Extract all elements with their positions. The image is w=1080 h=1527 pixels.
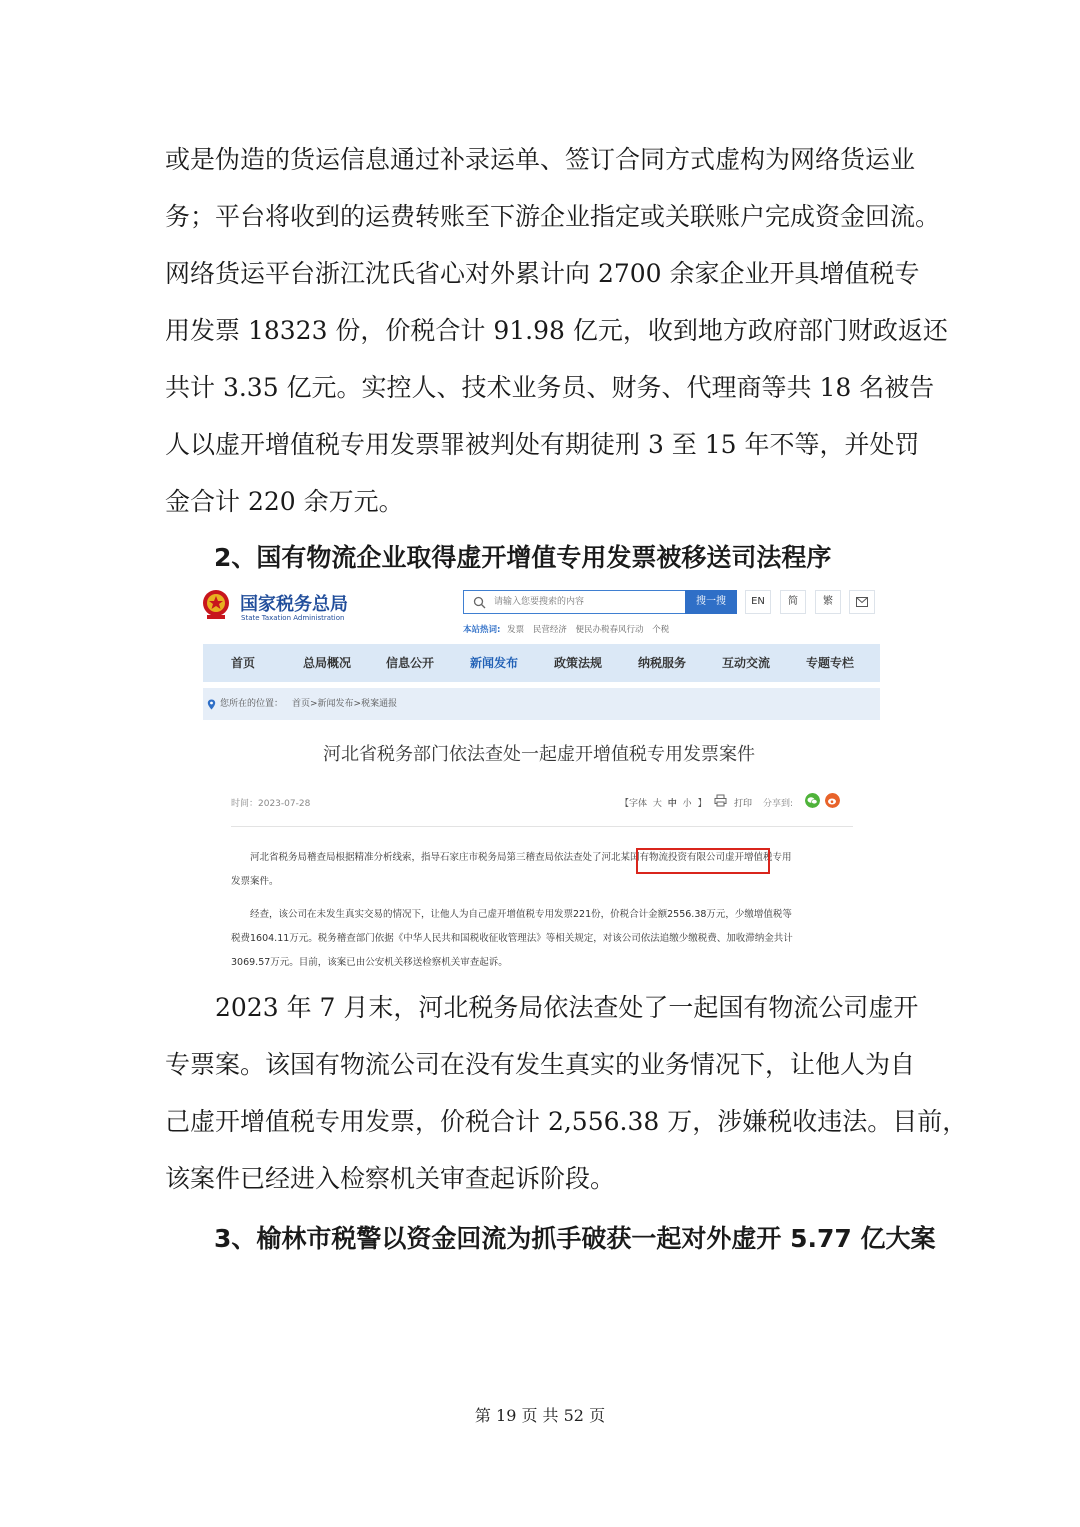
site-title-en: State Taxation Administration <box>241 614 345 622</box>
font-large-button[interactable]: 大 <box>652 799 662 809</box>
nav-policy[interactable]: 政策法规 <box>554 656 603 670</box>
text-line: 共计 3.35 亿元。实控人、技术业务员、财务、代理商等共 18 名被告 <box>165 373 935 402</box>
hot-word-link[interactable]: 个税 <box>652 625 670 635</box>
paragraph-section2 <box>165 979 968 1207</box>
font-small-button[interactable]: 小 <box>682 799 692 809</box>
share-label: 分享到: <box>763 799 794 809</box>
nav-overview[interactable]: 总局概况 <box>303 656 352 670</box>
search-input[interactable] <box>494 591 684 613</box>
font-size-controls <box>620 796 710 809</box>
article-title: 河北省税务部门依法查处一起虚开增值税专用发票案件 <box>323 744 755 765</box>
traditional-button[interactable]: 繁 <box>815 590 841 614</box>
embedded-screenshot <box>198 580 880 972</box>
paragraph-section1 <box>165 131 948 530</box>
print-icon[interactable] <box>714 794 727 807</box>
mail-icon <box>856 597 868 607</box>
lang-en-button[interactable]: EN <box>745 590 771 614</box>
text-line: 用发票 18323 份，价税合计 91.98 亿元，收到地方政府部门财政返还 <box>165 316 948 345</box>
print-label[interactable]: 打印 <box>734 799 753 809</box>
hot-word-link[interactable]: 发票 <box>507 625 525 635</box>
section-heading-2: 2、国有物流企业取得虚开增值专用发票被移送司法程序 <box>214 543 832 572</box>
location-pin-icon <box>207 699 216 710</box>
breadcrumb <box>203 688 880 720</box>
text-line: 己虚开增值税专用发票，价税合计 2,556.38 万，涉嫌税收违法。目前， <box>165 1107 968 1136</box>
nav-info[interactable]: 信息公开 <box>386 656 435 670</box>
highlight-box <box>636 848 770 874</box>
article-time: 时间：2023-07-28 <box>231 799 311 809</box>
article-paragraph-2 <box>231 903 846 972</box>
site-header <box>198 580 880 640</box>
font-close-bracket: 】 <box>697 799 707 809</box>
article-line: 发票案件。 <box>231 876 279 887</box>
national-emblem-icon <box>201 588 231 620</box>
search-button[interactable]: 搜一搜 <box>685 590 737 614</box>
text-line: 该案件已经进入检察机关审查起诉阶段。 <box>165 1164 616 1193</box>
text-line: 网络货运平台浙江沈氏省心对外累计向 2700 余家企业开具增值税专 <box>165 259 920 288</box>
text-line: 金合计 220 余万元。 <box>165 487 404 516</box>
hot-words <box>463 623 675 635</box>
wechat-share-icon[interactable] <box>805 793 820 808</box>
mail-button[interactable] <box>849 590 875 614</box>
nav-service[interactable]: 纳税服务 <box>638 656 687 670</box>
search-icon <box>473 596 486 609</box>
text-line: 2023 年 7 月末，河北税务局依法查处了一起国有物流公司虚开 <box>215 993 919 1022</box>
text-line: 或是伪造的货运信息通过补录运单、签订合同方式虚构为网络货运业 <box>165 145 916 174</box>
article-line: 税费1604.11万元。税务稽查部门依据《中华人民共和国税收征收管理法》等相关规定，对该公司依法追缴少缴税费、加收滞纳金共计 <box>231 933 793 944</box>
divider <box>231 826 853 827</box>
page-footer: 第 19 页 共 52 页 <box>474 1406 606 1425</box>
main-nav <box>203 644 880 682</box>
text-line: 务；平台将收到的运费转账至下游企业指定或关联账户完成资金回流。 <box>165 202 941 231</box>
site-title[interactable]: 国家税务总局 <box>240 594 348 615</box>
weibo-share-icon[interactable] <box>825 793 840 808</box>
breadcrumb-label: 您所在的位置： <box>220 699 284 709</box>
article-line: 河北省税务局稽查局根据精准分析线索，指导石家庄市税务局第三稽查局依法查处了河北某国有物流投资有限公司虚开增值税专用 <box>231 852 792 863</box>
hot-word-link[interactable]: 民营经济 <box>532 625 567 635</box>
article-line: 3069.57万元。目前，该案已由公安机关移送检察机关审查起诉。 <box>231 957 508 968</box>
text-line: 专票案。该国有物流公司在没有发生真实的业务情况下，让他人为自 <box>165 1050 916 1079</box>
nav-topics[interactable]: 专题专栏 <box>806 656 855 670</box>
font-label: 【字体 <box>620 799 648 809</box>
nav-news[interactable]: 新闻发布 <box>470 656 519 670</box>
breadcrumb-path[interactable]: 首页>新闻发布>税案通报 <box>292 699 398 709</box>
nav-interaction[interactable]: 互动交流 <box>722 656 771 670</box>
font-medium-button[interactable]: 中 <box>667 799 677 809</box>
section-heading-3: 3、榆林市税警以资金回流为抓手破获一起对外虚开 5.77 亿大案 <box>214 1224 936 1253</box>
text-line: 人以虚开增值税专用发票罪被判处有期徒刑 3 至 15 年不等，并处罚 <box>165 430 920 459</box>
simplified-button[interactable]: 简 <box>780 590 806 614</box>
hot-word-link[interactable]: 便民办税春风行动 <box>575 625 644 635</box>
article-line: 经查，该公司在未发生真实交易的情况下，让他人为自己虚开增值税专用发票221份，价税合计金额2556.38万元，少缴增值税等 <box>231 909 792 920</box>
nav-home[interactable]: 首页 <box>231 656 256 670</box>
hot-words-label: 本站热词: <box>463 625 501 635</box>
